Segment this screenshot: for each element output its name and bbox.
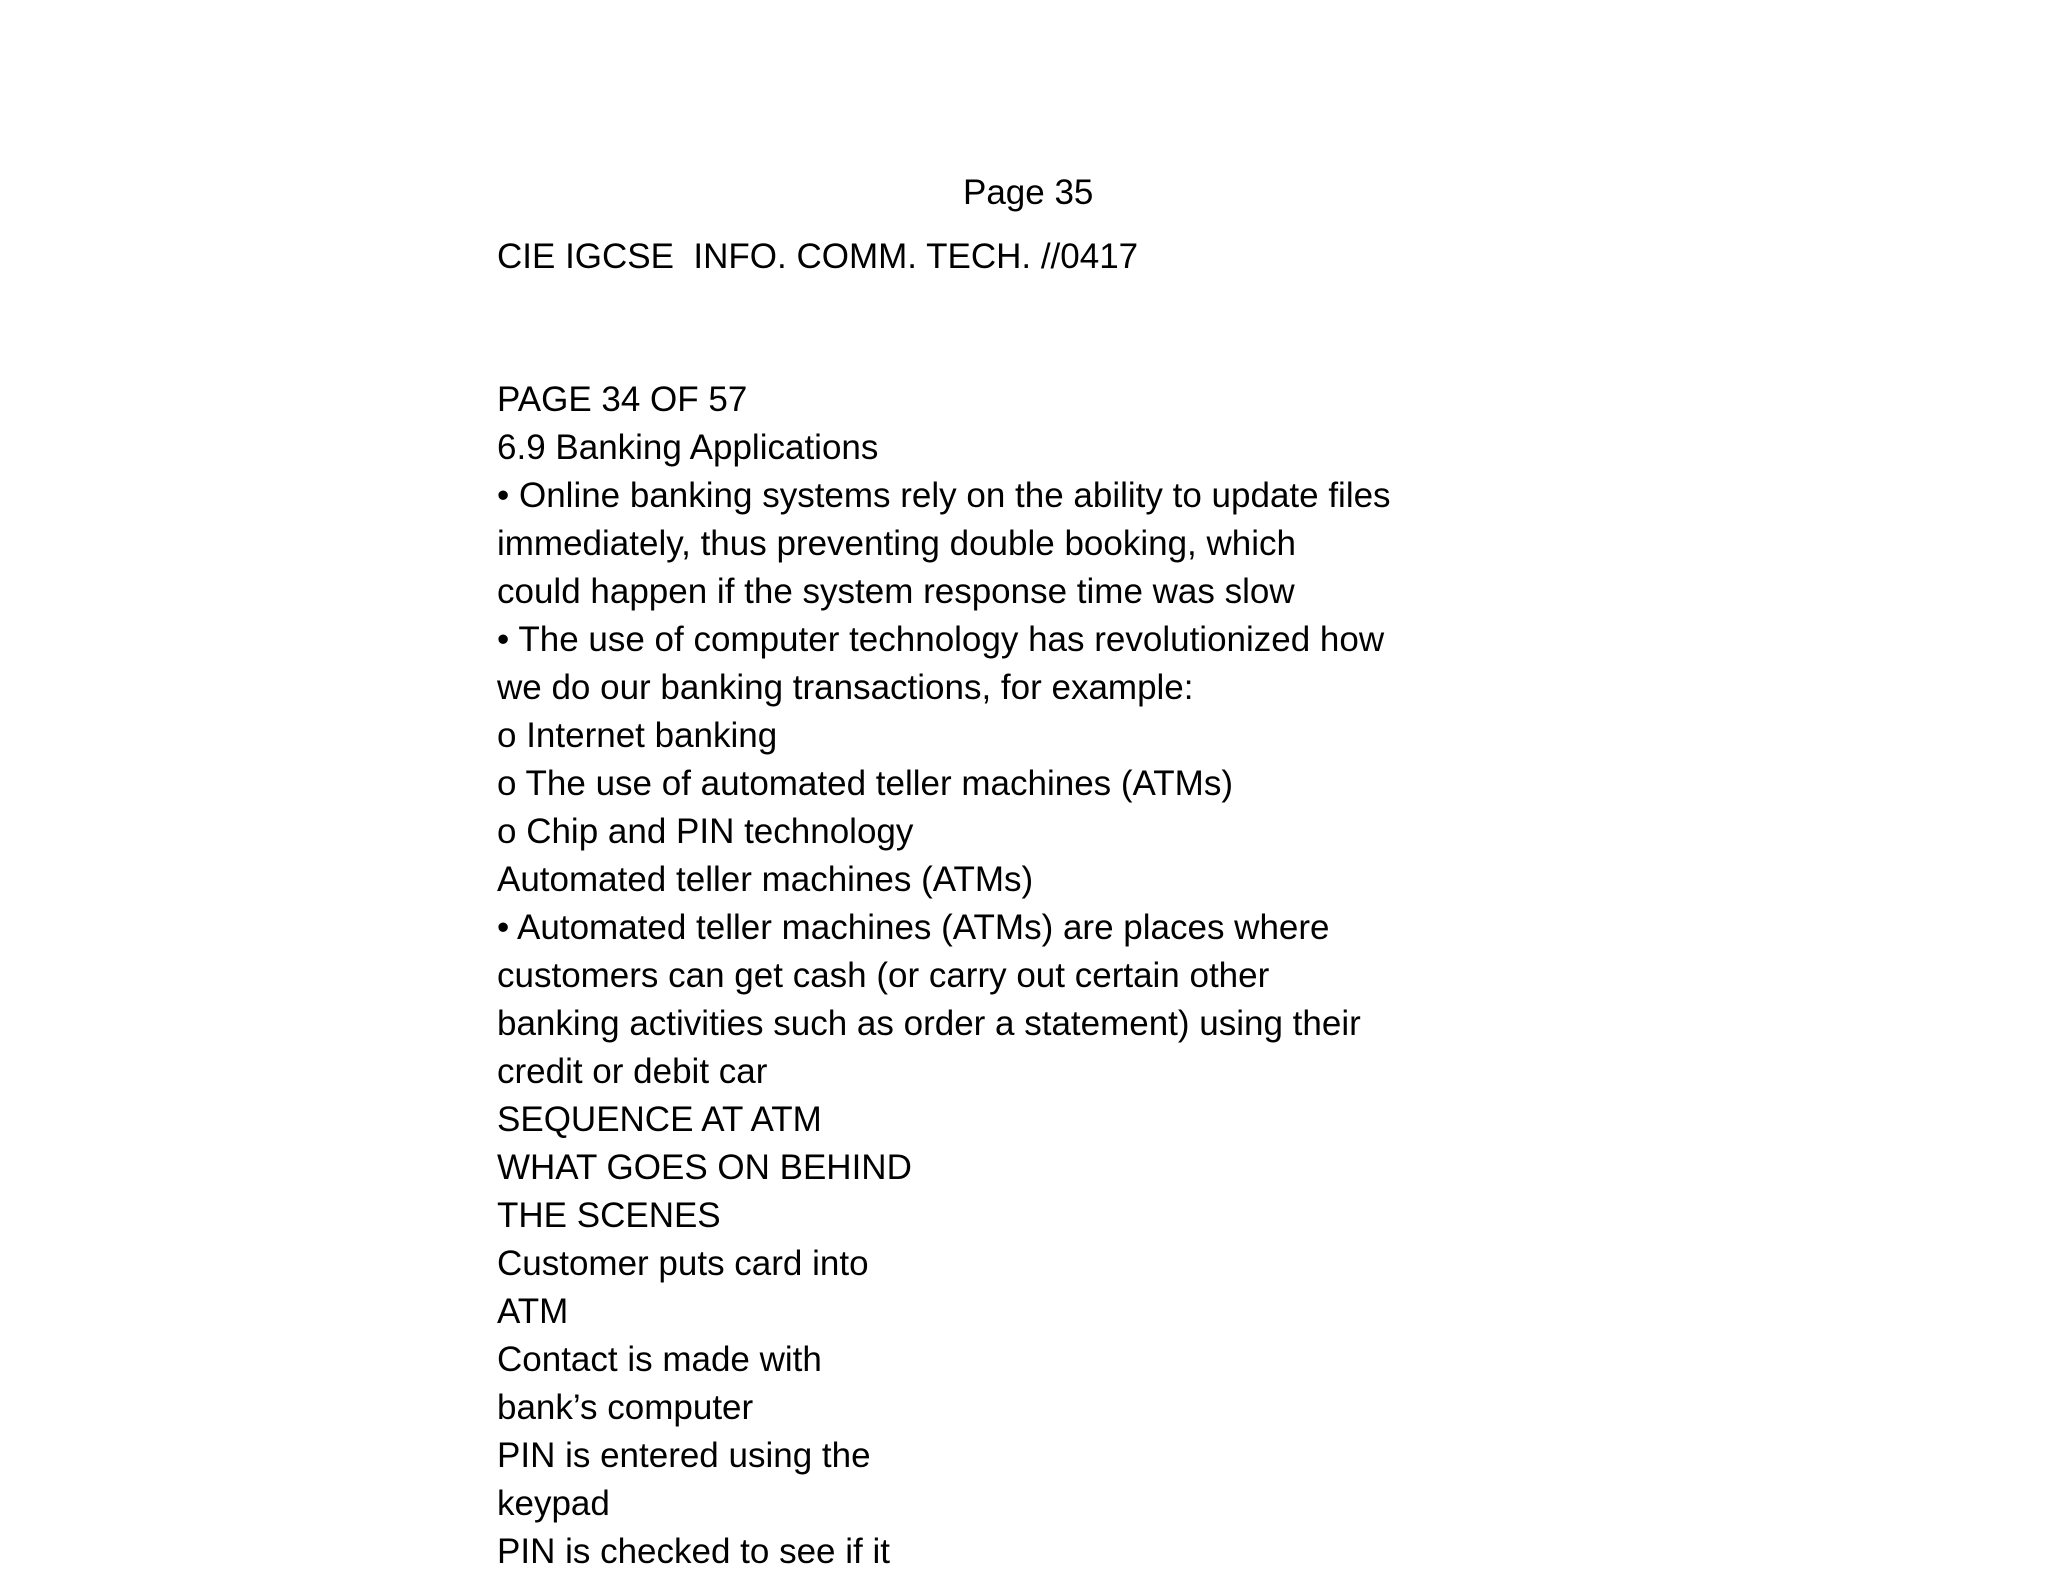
page-number: Page 35 (963, 173, 1094, 212)
text-line: • The use of computer technology has revolutionized how (497, 620, 1385, 659)
table-heading: THE SCENES (497, 1196, 721, 1235)
text-line: customers can get cash (or carry out certain other (497, 956, 1270, 995)
text-line: PIN is checked to see if it (497, 1532, 890, 1571)
subheading: Automated teller machines (ATMs) (497, 860, 1034, 899)
list-item: o Chip and PIN technology (497, 812, 914, 851)
list-item: o Internet banking (497, 716, 778, 755)
text-line: • Automated teller machines (ATMs) are places where (497, 908, 1330, 947)
text-line: immediately, thus preventing double booking, which (497, 524, 1296, 563)
text-line: banking activities such as order a statement) using their (497, 1004, 1361, 1043)
list-item: o The use of automated teller machines (ATMs) (497, 764, 1233, 803)
section-heading: 6.9 Banking Applications (497, 428, 879, 467)
document-header: CIE IGCSE INFO. COMM. TECH. //0417 (497, 237, 1139, 276)
text-line: Customer puts card into (497, 1244, 869, 1283)
body-text (497, 376, 1497, 1576)
table-heading: WHAT GOES ON BEHIND (497, 1148, 912, 1187)
text-line: we do our banking transactions, for example: (497, 668, 1194, 707)
text-line: credit or debit car (497, 1052, 768, 1091)
text-line: bank’s computer (497, 1388, 754, 1427)
text-line: ATM (497, 1292, 569, 1331)
text-line: PIN is entered using the (497, 1436, 871, 1475)
page-count-line: PAGE 34 OF 57 (497, 380, 748, 419)
text-line: Contact is made with (497, 1340, 822, 1379)
text-line: keypad (497, 1484, 610, 1523)
text-line: • Online banking systems rely on the ability to update files (497, 476, 1391, 515)
text-line: could happen if the system response time was slow (497, 572, 1295, 611)
table-heading: SEQUENCE AT ATM (497, 1100, 822, 1139)
